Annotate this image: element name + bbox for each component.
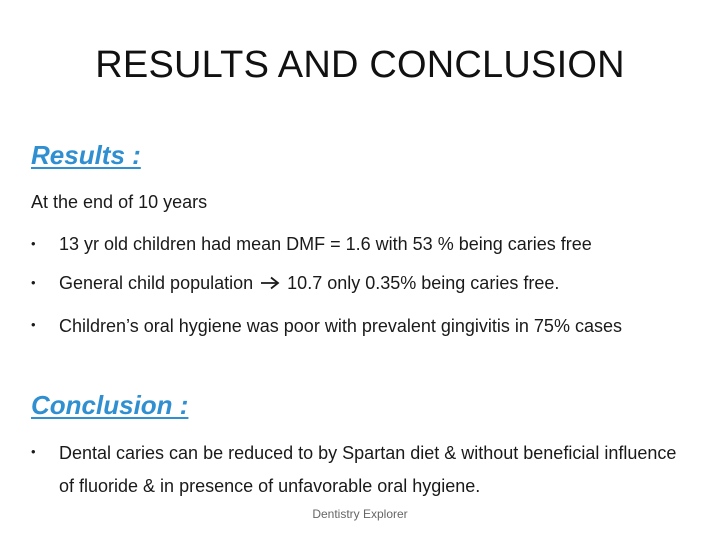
slide-title: RESULTS AND CONCLUSION xyxy=(95,44,625,86)
results-bullet-1 xyxy=(31,229,681,259)
footer-source: Dentistry Explorer xyxy=(312,507,408,521)
conclusion-heading: Conclusion : xyxy=(31,390,189,420)
results-bullet-text: 13 yr old children had mean DMF = 1.6 with 53 % being caries free xyxy=(59,234,592,254)
population-label: General child population xyxy=(59,273,254,293)
bullet-dot: • xyxy=(31,444,36,459)
results-bullet-text: Children’s oral hygiene was poor with prevalent gingivitis in 75% cases xyxy=(59,316,622,336)
results-bullet-2 xyxy=(31,268,681,298)
conclusion-bullet-text: Dental caries can be reduced to by Spartan diet & without beneficial influence of fluoride & in presence of unfavorable oral hygiene. xyxy=(59,443,677,496)
bullet-dot: • xyxy=(31,275,36,290)
results-intro: At the end of 10 years xyxy=(31,192,208,212)
results-bullet-text xyxy=(31,268,681,298)
conclusion-bullet-1 xyxy=(31,437,696,503)
population-value: 10.7 only 0.35% being caries free. xyxy=(287,273,560,293)
bullet-dot: • xyxy=(31,317,36,332)
results-heading: Results : xyxy=(31,140,141,170)
results-bullet-3 xyxy=(31,310,671,342)
bullet-dot: • xyxy=(31,236,36,251)
right-arrow-icon xyxy=(260,276,280,290)
